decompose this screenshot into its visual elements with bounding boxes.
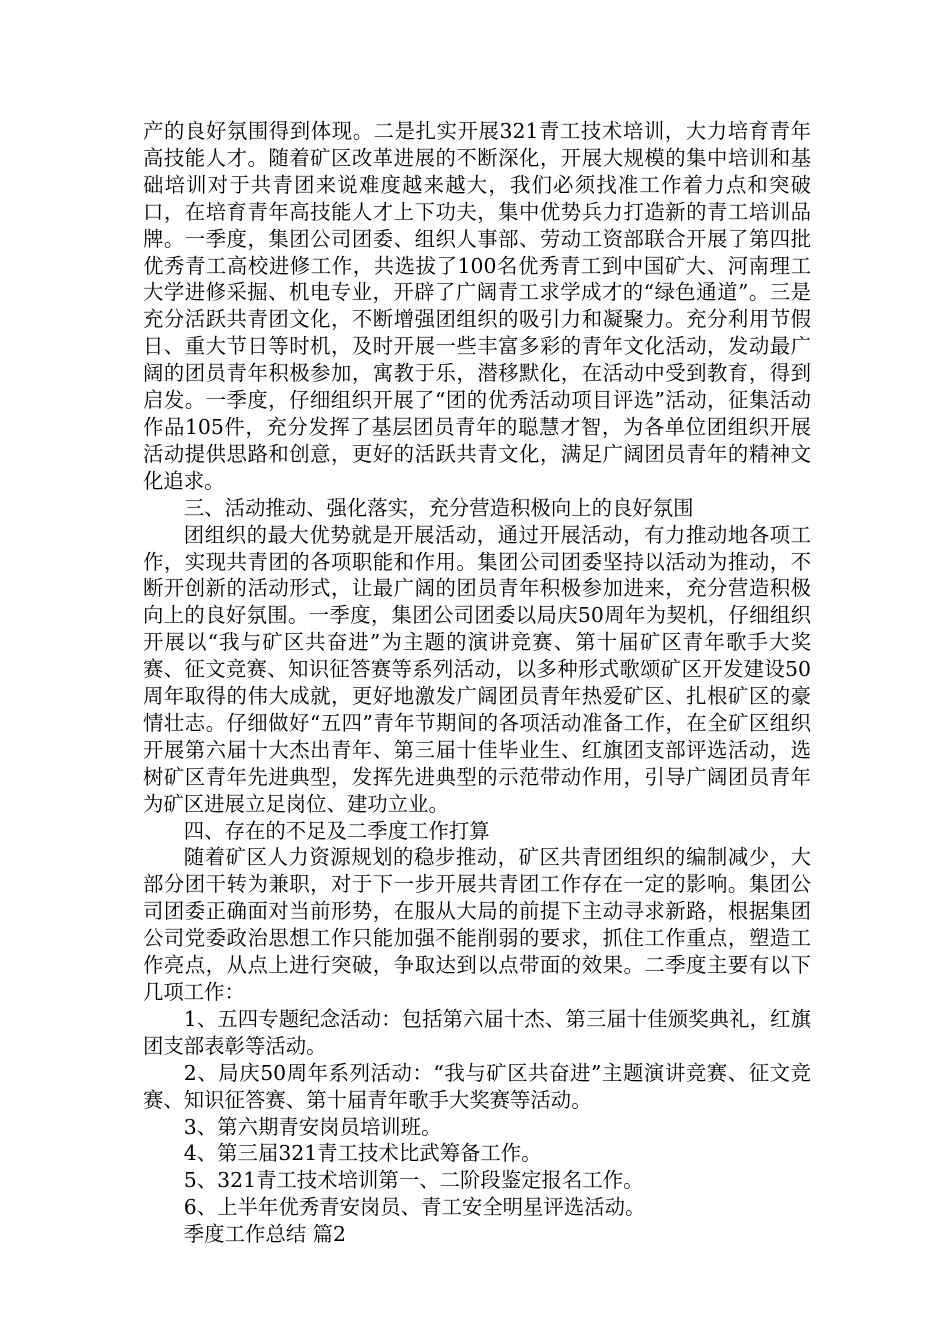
list-item-5: 5、321青工技术培训第一、二阶段鉴定报名工作。: [183, 1168, 644, 1193]
next-article-title: 季度工作总结 篇2: [183, 1222, 346, 1247]
list-item-4: 4、第三届321青工技术比武筹备工作。: [183, 1141, 542, 1166]
section-heading-3: 三、活动推动、强化落实，充分营造积极向上的良好氛围: [183, 495, 694, 520]
section-heading-4: 四、存在的不足及二季度工作打算: [183, 818, 490, 843]
paragraph-shortcomings: 随着矿区人力资源规划的稳步推动，矿区共青团组织的编制减少，大部分团干转为兼职，对于下一步开展共青团工作存在一定的影响。集团公司团委正确面对当前形势，在服从大局的前提下主动寻求新路，根据集团公司党委政治思想工作只能加强不能削弱的要求，抓住工作重点，塑造工作亮点，从点上进行突破，争取达到以点带面的效果。二季度主要有以下几项工作：: [143, 845, 811, 1004]
list-item-2: 2、局庆50周年系列活动：“我与矿区共奋进”主题演讲竞赛、征文竞赛、知识征答赛、第十届青年歌手大奖赛等活动。: [143, 1060, 811, 1112]
paragraph-activities: 团组织的最大优势就是开展活动，通过开展活动，有力推动地各项工作，实现共青团的各项职能和作用。集团公司团委坚持以活动为推动，不断开创新的活动形式，让最广阔的团员青年积极参加进来，充分营造积极向上的良好氛围。一季度，集团公司团委以局庆50周年为契机，仔细组织开展以“我与矿区共奋进”为主题的演讲竞赛、第十届矿区青年歌手大奖赛、征文竞赛、知识征答赛等系列活动，以多种形式歌颂矿区开发建设50周年取得的伟大成就，更好地激发广阔团员青年热爱矿区、扎根矿区的豪情壮志。仔细做好“五四”青年节期间的各项活动准备工作，在全矿区组织开展第六届十大杰出青年、第三届十佳毕业生、红旗团支部评选活动，选树矿区青年先进典型，发挥先进典型的示范带动作用，引导广阔团员青年为矿区进展立足岗位、建功立业。: [143, 522, 811, 816]
document-page: [143, 118, 811, 1248]
list-item-1: 1、五四专题纪念活动：包括第六届十杰、第三届十佳颁奖典礼，红旗团支部表彰等活动。: [143, 1006, 811, 1058]
list-item-6: 6、上半年优秀青安岗员、青工安全明星评选活动。: [183, 1195, 646, 1220]
list-item-3: 3、第六期青安岗员培训班。: [183, 1114, 442, 1139]
paragraph-continuation: 产的良好氛围得到体现。二是扎实开展321青工技术培训，大力培育青年高技能人才。随着矿区改革进展的不断深化，开展大规模的集中培训和基础培训对于共青团来说难度越来越大，我们必须找准工作着力点和突破口，在培育青年高技能人才上下功夫，集中优势兵力打造新的青工培训品牌。一季度，集团公司团委、组织人事部、劳动工资部联合开展了第四批优秀青工高校进修工作，共选拔了100名优秀青工到中国矿大、河南理工大学进修采掘、机电专业，开辟了广阔青工求学成才的“绿色通道”。三是充分活跃共青团文化，不断增强团组织的吸引力和凝聚力。充分利用节假日、重大节日等时机，及时开展一些丰富多彩的青年文化活动，发动最广阔的团员青年积极参加，寓教于乐，潜移默化，在活动中受到教育，得到启发。一季度，仔细组织开展了“团的优秀活动项目评选”活动，征集活动作品105件，充分发挥了基层团员青年的聪慧才智，为各单位团组织开展活动提供思路和创意，更好的活跃共青文化，满足广阔团员青年的精神文化追求。: [143, 119, 811, 493]
